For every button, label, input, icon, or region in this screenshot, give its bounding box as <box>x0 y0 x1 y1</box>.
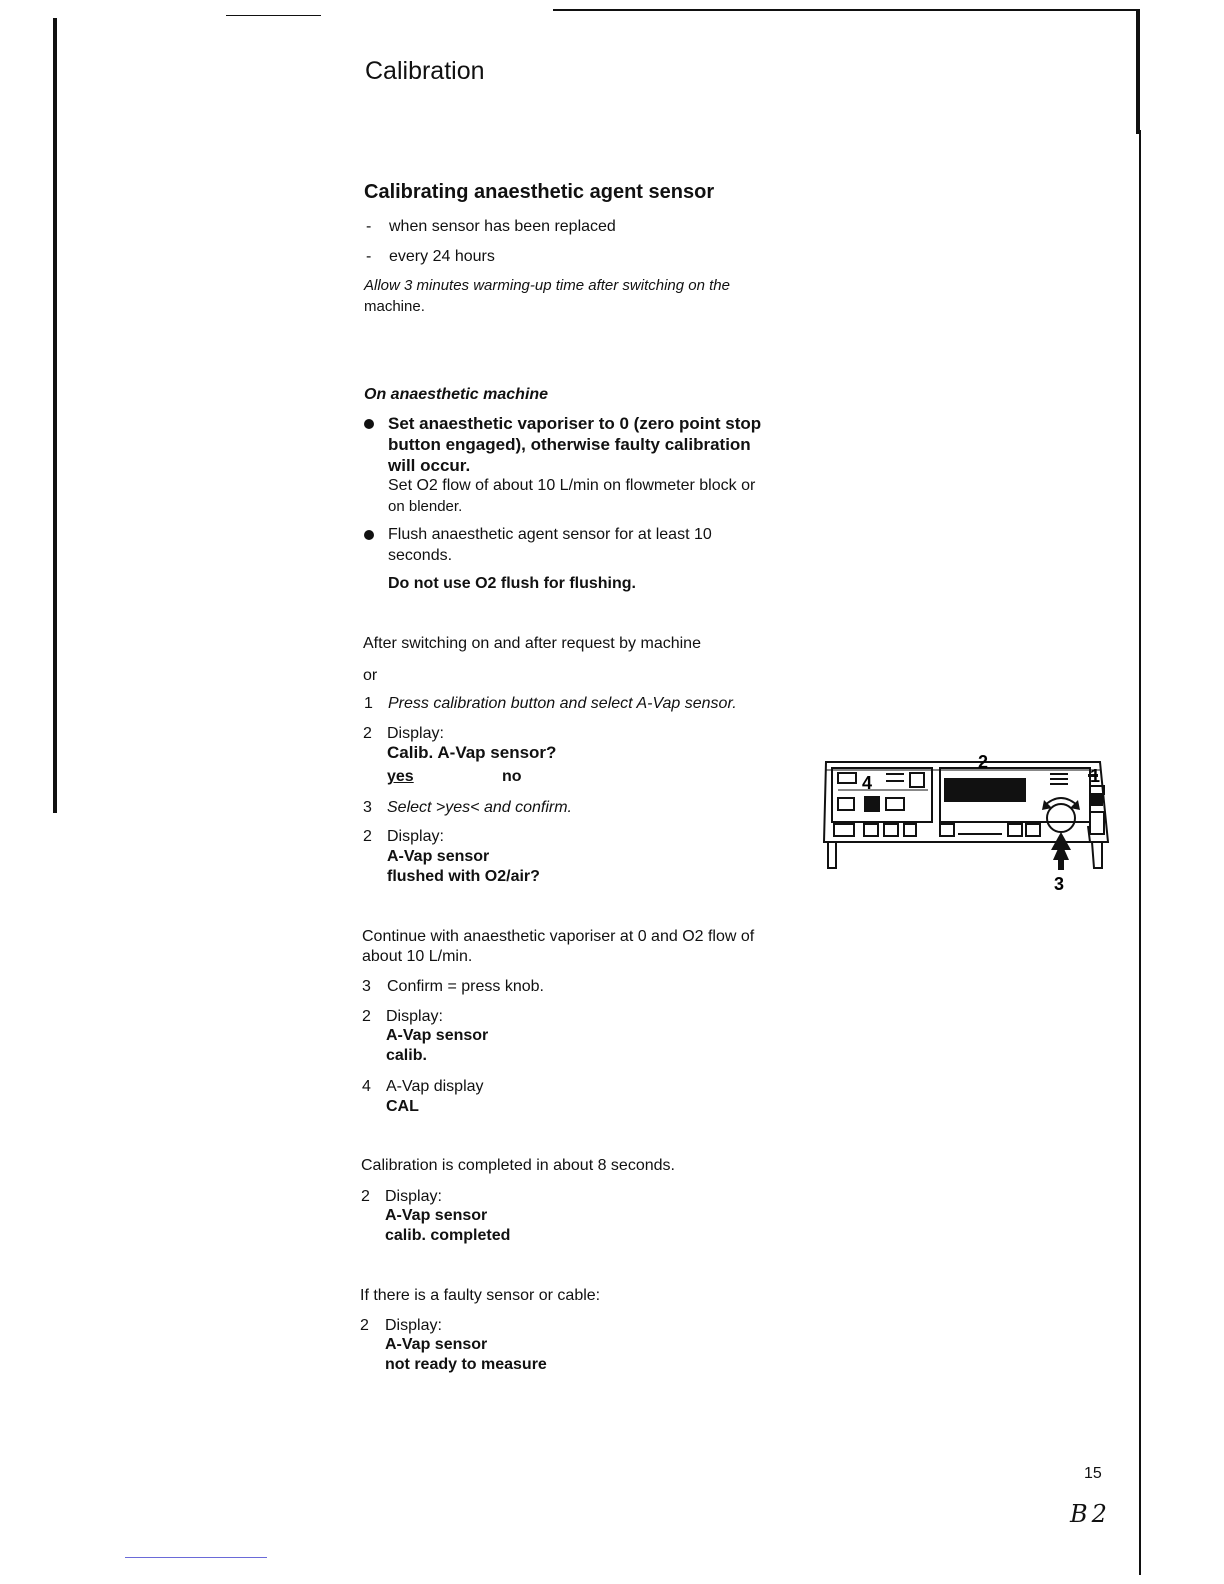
step-number: 2 <box>361 1188 370 1205</box>
page-title: Calibration <box>365 57 485 85</box>
top-left-rule <box>226 15 321 16</box>
display-no: no <box>502 768 522 785</box>
steps-or: or <box>363 667 378 684</box>
display-text: A-Vap sensor <box>387 848 490 865</box>
bottom-link-rule <box>125 1557 267 1558</box>
condition-item: every 24 hours <box>389 248 495 265</box>
display-yes: yes <box>387 768 414 785</box>
diagram-label-4: 4 <box>862 773 873 793</box>
continue-note: Continue with anaesthetic vaporiser at 0 and O2 flow of <box>362 928 755 945</box>
instruction-text: seconds. <box>388 547 453 564</box>
diagram-label-3: 3 <box>1054 874 1065 894</box>
step-number: 4 <box>362 1078 371 1095</box>
warning-text: Do not use O2 flush for flushing. <box>388 575 636 592</box>
step-text: Confirm = press knob. <box>387 978 544 995</box>
instruction-bold: button engaged), otherwise faulty calibration <box>388 435 751 454</box>
display-label: Display: <box>387 828 444 845</box>
subsection-heading: On anaesthetic machine <box>364 386 549 403</box>
instruction-bold: will occur. <box>388 456 471 475</box>
bullet <box>364 530 374 540</box>
instruction-bold: Set anaesthetic vaporiser to 0 (zero point stop <box>388 414 762 433</box>
display-text: A-Vap sensor <box>385 1207 488 1224</box>
completed-note: Calibration is completed in about 8 seconds. <box>361 1157 675 1174</box>
diagram-label-1: 1 <box>1090 766 1101 786</box>
warmup-note: machine. <box>364 298 425 315</box>
faulty-note: If there is a faulty sensor or cable: <box>360 1287 601 1304</box>
page-number: 15 <box>1084 1465 1102 1482</box>
section-heading: Calibrating anaesthetic agent sensor <box>364 181 715 203</box>
instruction-note: on blender. <box>388 498 463 515</box>
step-number: 3 <box>363 799 372 816</box>
display-label: Display: <box>385 1317 442 1334</box>
instruction-text: Flush anaesthetic agent sensor for at least 10 <box>388 526 712 543</box>
right-margin-line <box>1139 130 1141 1575</box>
top-right-rule <box>553 9 1138 11</box>
display-text: calib. completed <box>385 1227 511 1244</box>
display-label: Display: <box>385 1188 442 1205</box>
step-text: Select >yes< and confirm. <box>387 799 572 816</box>
display-label: Display: <box>387 725 444 742</box>
right-margin-bar <box>1136 9 1140 134</box>
bullet <box>364 419 374 429</box>
display-text: not ready to measure <box>385 1356 547 1373</box>
display-text: calib. <box>386 1047 427 1064</box>
list-dash: - <box>366 248 372 265</box>
continue-note: about 10 L/min. <box>362 948 473 965</box>
step-number: 2 <box>363 725 372 742</box>
step-number: 2 <box>362 1008 371 1025</box>
warmup-note: Allow 3 minutes warming-up time after switching on the <box>364 277 730 294</box>
diagram-label-2: 2 <box>978 752 989 772</box>
step-number: 3 <box>362 978 371 995</box>
left-margin-bar <box>53 18 57 813</box>
display-text: flushed with O2/air? <box>387 868 540 885</box>
display-label: A-Vap display <box>386 1078 484 1095</box>
step-number: 2 <box>363 828 372 845</box>
handwritten-mark: B2 <box>1070 1500 1111 1528</box>
device-front-panel-diagram <box>818 748 1118 898</box>
step-text: Press calibration button and select A-Vap sensor. <box>388 695 737 712</box>
display-text: A-Vap sensor <box>386 1027 489 1044</box>
display-text: Calib. A-Vap sensor? <box>387 743 557 762</box>
display-label: Display: <box>386 1008 443 1025</box>
instruction-note: Set O2 flow of about 10 L/min on flowmeter block or <box>388 477 756 494</box>
step-number: 1 <box>364 695 373 712</box>
list-dash: - <box>366 218 372 235</box>
step-number: 2 <box>360 1317 369 1334</box>
display-text: A-Vap sensor <box>385 1336 488 1353</box>
display-text: CAL <box>386 1098 419 1115</box>
steps-intro: After switching on and after request by machine <box>363 635 701 652</box>
condition-item: when sensor has been replaced <box>389 218 616 235</box>
